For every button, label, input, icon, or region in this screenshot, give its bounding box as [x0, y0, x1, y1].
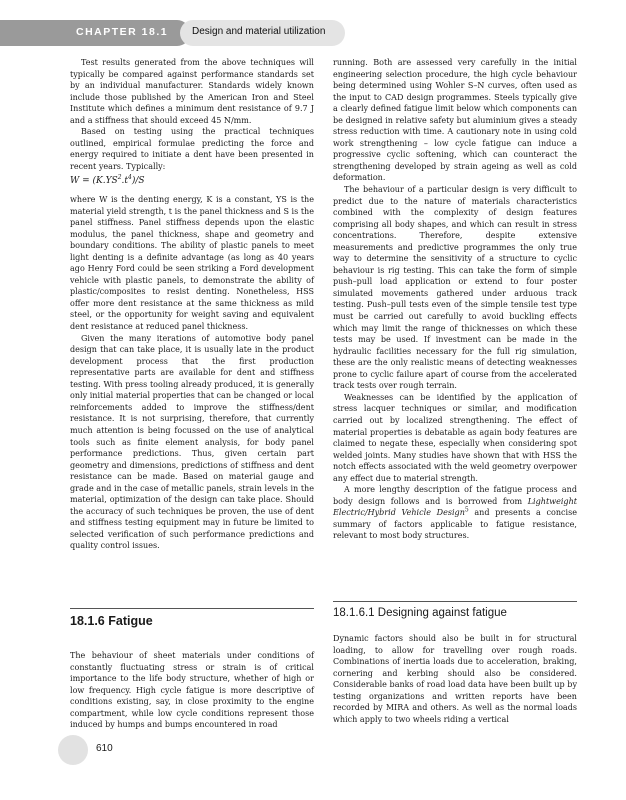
- paragraph: running. Both are assessed very carefully in the initial engineering selection procedure, the high cycle behaviour being determined using Wohler S–N curves, often used as the input to CAD design programmes. Steels typically give a clearly defined fatigue limit below which components can be designed in relative safety but aluminium gives a steady stress reduction with time. A cautionary note in using cold work strengthening – low cycle fatigue can induce a progressive cyclic softening, which can counteract the strengthening developed by strain ageing as well as cold deformation.: [333, 58, 577, 183]
- running-header: [0, 20, 626, 46]
- paragraph: The behaviour of a particular design is very difficult to predict due to the nature of materials characteristics combined with the complexity of design features comprising all body shapes, and which can result in stress concentrations. Therefore, despite extensive measurements and predictive programmes the only true way to determine the sensitivity of a structure to cyclic behaviour is rig testing. This can take the form of simple push–pull load application or extend to four poster simulated movements gathered under arduous track testing. Push–pull tests even of the simple tensile test type must be carried out carefully to avoid buckling effects which may limit the range of thicknesses on which these tests may be used. If investment can be made in the hydraulic facilities necessary for the full rig simulation, these are the only realistic means of detecting weaknesses prone to cyclic failure apart of course from the accelerated track tests over rough terrain.: [333, 185, 577, 391]
- right-column: [333, 57, 577, 542]
- paragraph: The behaviour of sheet materials under conditions of constantly fluctuating stress or strain is of critical importance to the life body structure, whether of high or low frequency. High cycle fatigue is more descriptive of conditions existing, say, in close proximity to the engine compartment, while low cycle conditions represent those induced by humps and bumps encountered in road: [70, 651, 314, 730]
- chapter-label: CHAPTER 18.1: [76, 26, 169, 38]
- paragraph: Weaknesses can be identified by the application of stress lacquer techniques or similar, and modification carried out by localized strengthening. The effect of material properties is debatable as again body features are claimed to negate these, especially when considering spot welded joints. Many studies have shown that with HSS the notch effects associated with the weld geometry overpower any effect due to material strength.: [333, 392, 577, 483]
- paragraph: Given the many iterations of automotive body panel design that can take place, it is usually late in the product development process that the first production representative parts are available for dent and stiffness testing. With press tooling already produced, it is generally only initial material properties that can be changed or local reinforcements added to improve the stiffness/dent resistance. It is not surprising, therefore, that currently much attention is being focussed on the use of analytical tools such as finite element analysis, for body panel performance predictions. Thus, given certain part geometry and dimensions, predictions of stiffness and dent resistance can be made. Based on material gauge and grade and in the case of metallic panels, strain levels in the material, optimization of the design can take place. Should the accuracy of such techniques be proven, the use of dent and stiffness testing equipment may in future be limited to selected verification of such performance predictions and quality control issues.: [70, 333, 314, 551]
- page-number-marker: [58, 735, 88, 765]
- page-number: 610: [96, 743, 113, 754]
- paragraph: [333, 484, 577, 542]
- section-title-tab: [180, 20, 345, 46]
- equation-rhs: )/S: [131, 176, 145, 187]
- chapter-tab: [0, 20, 190, 46]
- paragraph: Dynamic factors should also be built in for structural loading, to allow for travelling over rough roads. Combinations of inertia loads due to acceleration, braking, cornering and kerbing should also be considered. Considerable banks of road load data have been built up by testing organizations and written reports have been recorded by MIRA and others. As well as the normal loads which apply to two wheels riding a vertical: [333, 634, 577, 724]
- section-heading: 18.1.6 Fatigue: [70, 614, 153, 628]
- equation-sup: 2: [117, 174, 122, 182]
- paragraph: Test results generated from the above techniques will typically be compared against performance standards set by an individual manufacturer. Standards widely known include those published by the American Iron and Steel Institute which defines a minimum dent resistance of 9.7 J and a stiffness that should exceed 45 N/mm.: [70, 58, 314, 125]
- equation-lhs: W = (K.YS: [70, 176, 118, 187]
- text-run: A more lengthy description of the fatigue process and body design follows and is borrowed from: [333, 485, 577, 506]
- subsection-heading: 18.1.6.1 Designing against fatigue: [333, 607, 507, 619]
- equation: [70, 176, 314, 188]
- paragraph: where W is the denting energy, K is a constant, YS is the material yield strength, t is the panel thickness and S is the panel stiffness. Panel stiffness depends upon the elastic modulus, the panel thickness, shape and geometry and boundary conditions. The ability of plastic panels to meet light denting is a definite advantage (as long as 40 years ago Henry Ford could be seen striking a Ford development vehicle with plastic panels, to demonstrate the ability of plastic/composites to resist denting. Nonetheless, HSS offer more dent resistance at the same thickness as mild steel, or the opportunity for weight saving and equivalent dent resistance at reduced panel thickness.: [70, 195, 314, 332]
- subsection-text: [333, 633, 577, 725]
- left-column: [70, 57, 314, 552]
- paragraph: Based on testing using the practical techniques outlined, empirical formulae predicting the force and energy required to initiate a dent have been presented in recent years. Typically:: [70, 127, 314, 171]
- equation-sup: 4: [128, 174, 132, 182]
- footnote-ref: 5: [464, 506, 469, 514]
- section-title: Design and material utilization: [192, 26, 326, 37]
- subsection-rule: [333, 601, 577, 602]
- fatigue-text: [70, 650, 314, 731]
- text-run: and presents a concise summary of factors applicable to fatigue resistance, relevant to most body structures.: [333, 508, 577, 541]
- book-title: Lightweight Electric/Hybrid Vehicle Design: [333, 496, 577, 518]
- section-rule: [70, 608, 314, 609]
- equation-mid: .t: [121, 176, 129, 187]
